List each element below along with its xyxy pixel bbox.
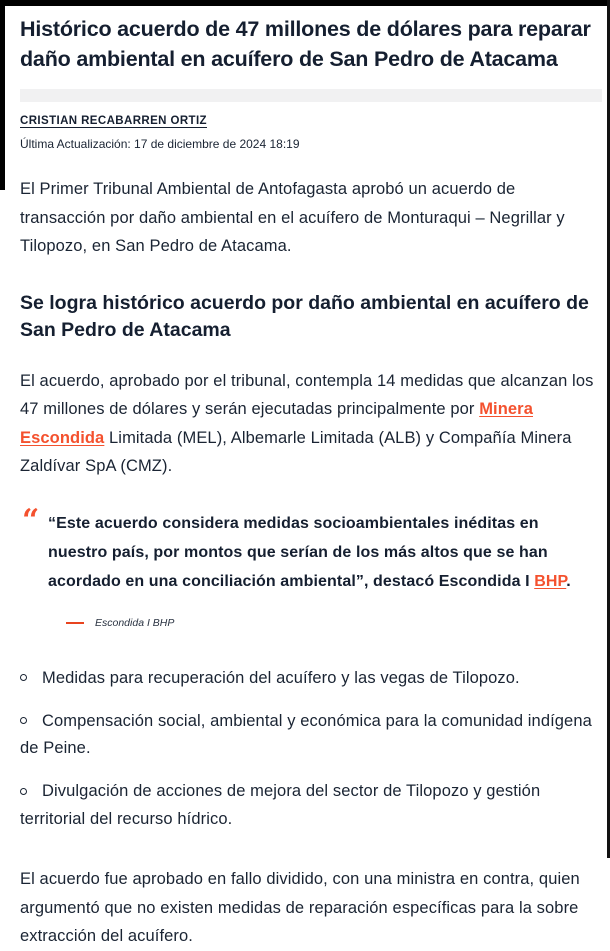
quote-attribution	[48, 617, 596, 629]
quote-text-after: .	[566, 573, 571, 591]
bullet-circle-icon	[20, 674, 27, 681]
minera-escondida-link[interactable]: Minera Escondida	[20, 400, 533, 447]
header-divider-bar	[20, 89, 602, 102]
quote-text-before: “Este acuerdo considera medidas socioambientales inéditas en nuestro país, por montos que serían de los más altos que se han acordado en una conciliación ambiental”, destacó Escondida I	[48, 515, 548, 591]
lead-paragraph: El Primer Tribunal Ambiental de Antofagasta aprobó un acuerdo de transacción por daño ambiental en el acuífero de Monturaqui – Negrillar y Tilopozo, en San Pedro de Atacama.	[20, 180, 565, 255]
attribution-text: Escondida I BHP	[95, 616, 175, 629]
article-headline: Histórico acuerdo de 47 millones de dólares para reparar daño ambiental en acuífero de San Pedro de Atacama	[20, 17, 591, 72]
bhp-link[interactable]: BHP	[534, 573, 567, 591]
bullet-circle-icon	[20, 788, 27, 795]
article-subheading: Se logra histórico acuerdo por daño ambiental en acuífero de San Pedro de Atacama	[20, 292, 589, 341]
quote-mark-icon: “	[22, 503, 40, 539]
measures-paragraph-text-before: El acuerdo, aprobado por el tribunal, contempla 14 medidas que alcanzan los 47 millones de dólares y serán ejecutadas principalmente por	[20, 371, 594, 419]
list-item	[20, 708, 596, 763]
quote-text	[48, 510, 596, 596]
pull-quote	[20, 503, 596, 629]
key-points-list	[20, 665, 596, 834]
measures-paragraph	[20, 367, 596, 481]
last-updated-timestamp: Última Actualización: 17 de diciembre de 2024 18:19	[20, 137, 300, 152]
attribution-dash-icon	[66, 622, 84, 624]
measures-paragraph-text-after: Limitada (MEL), Albemarle Limitada (ALB) y Compañía Minera Zaldívar SpA (CMZ).	[20, 428, 572, 476]
closing-paragraph: El acuerdo fue aprobado en fallo dividido, con una ministra en contra, quien argumentó que no existen medidas de reparación específicas para la sobre extracción del acuífero.	[20, 870, 580, 946]
author-byline-link[interactable]: CRISTIAN RECABARREN ORTIZ	[20, 115, 207, 128]
list-item	[20, 778, 596, 833]
list-item-text: Divulgación de acciones de mejora del sector de Tilopozo y gestión territorial del recurso hídrico.	[20, 781, 541, 828]
list-item-text: Compensación social, ambiental y económica para la comunidad indígena de Peine.	[20, 711, 592, 758]
bullet-circle-icon	[20, 717, 27, 724]
list-item	[20, 665, 596, 693]
list-item-text: Medidas para recuperación del acuífero y las vegas de Tilopozo.	[42, 668, 520, 687]
